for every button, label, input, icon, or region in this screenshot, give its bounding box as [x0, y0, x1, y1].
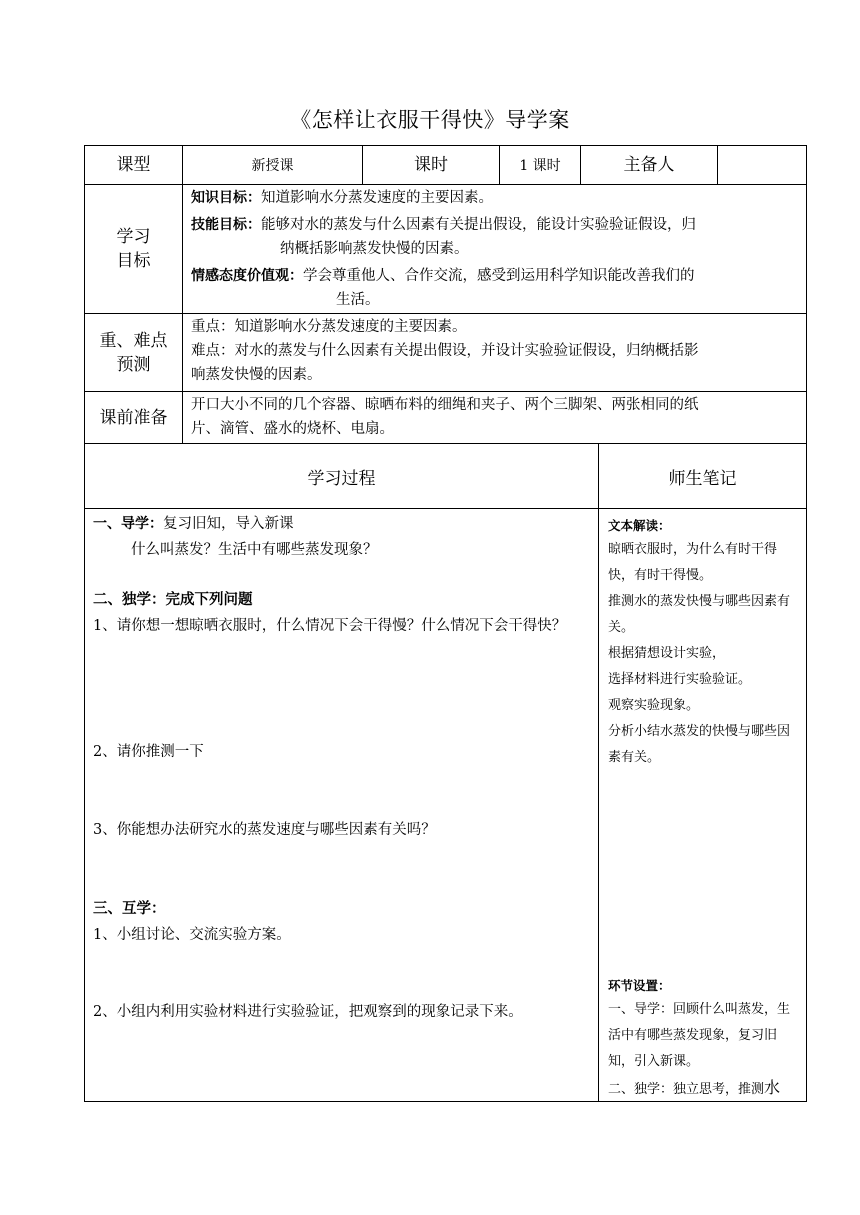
setting-2a: 二、独学：独立思考，推测: [608, 1082, 765, 1097]
key-points-label: [85, 314, 183, 392]
knowledge-label: 知识目标：: [191, 190, 261, 206]
preparation-label: 课前准备: [85, 392, 183, 444]
setting-2b: 水: [764, 1078, 781, 1097]
process-header: 学习过程: [85, 444, 599, 509]
notes-content: [599, 509, 807, 1102]
process-body-row: [85, 509, 807, 1102]
emotion-text-1: 学会尊重他人、合作交流，感受到运用科学知识能改善我们的: [303, 268, 695, 284]
preparation-row: [85, 392, 807, 444]
difficulty-text-2: 响蒸发快慢的因素。: [191, 367, 322, 383]
setting-label: 环节设置：: [608, 978, 671, 993]
process-header-row: [85, 444, 807, 509]
objectives-label-line2: 目标: [116, 251, 151, 271]
period-value: 1 课时: [500, 146, 581, 185]
preparer-value: [718, 146, 807, 185]
reading-3: 根据猜想设计实验，: [608, 646, 726, 661]
m1: 1、小组讨论、交流实验方案。: [93, 927, 291, 943]
process-table: [84, 443, 807, 1102]
m2: 2、小组内利用实验材料进行实验验证，把观察到的现象记录下来。: [93, 1004, 523, 1020]
setting-1: 一、导学：回顾什么叫蒸发，生活中有哪些蒸发现象，复习旧知，引入新课。: [608, 1002, 791, 1069]
reading-6: 分析小结水蒸发的快慢与哪些因素有关。: [608, 724, 791, 765]
skill-label: 技能目标：: [191, 217, 261, 233]
preparer-label: 主备人: [581, 146, 718, 185]
key-points-label-line1: 重、难点: [99, 330, 168, 351]
objectives-label: [85, 185, 183, 314]
q3: 3、你能想办法研究水的蒸发速度与哪些因素有关吗？: [93, 822, 436, 838]
reading-5: 观察实验现象。: [608, 698, 700, 713]
process-content: [85, 509, 599, 1102]
key-points-content: [183, 314, 807, 392]
text-reading-label: 文本解读：: [608, 518, 671, 533]
period-label: 课时: [363, 146, 500, 185]
objectives-label-line1: 学习: [116, 227, 151, 247]
emotion-label: 情感态度价值观：: [191, 268, 303, 284]
skill-text-2: 纳概括影响蒸发快慢的因素。: [280, 241, 469, 257]
preparation-text-2: 片、滴管、盛水的烧杯、电扇。: [191, 421, 394, 437]
reading-4: 选择材料进行实验验证。: [608, 672, 752, 687]
reading-2: 推测水的蒸发快慢与哪些因素有关。: [608, 594, 791, 635]
s3-title: 三、互学：: [93, 901, 166, 917]
q1: 1、请你想一想晾晒衣服时，什么情况下会干得慢？什么情况下会干得快？: [93, 618, 567, 634]
s1-title: 一、导学：: [93, 516, 163, 532]
preparation-content: [183, 392, 807, 444]
document-title: 《怎样让衣服干得快》导学案: [290, 108, 570, 132]
focus-text: 重点：知道影响水分蒸发速度的主要因素。: [191, 319, 467, 335]
type-value: 新授课: [183, 146, 363, 185]
emotion-text-2: 生活。: [336, 292, 380, 308]
key-points-row: [85, 314, 807, 392]
skill-text-1: 能够对水的蒸发与什么因素有关提出假设，能设计实验验证假设，归: [261, 217, 696, 233]
objectives-row: [85, 185, 807, 314]
s1-question: 什么叫蒸发？生活中有哪些蒸发现象？: [131, 542, 378, 558]
s1-title-rest: 复习旧知，导入新课: [163, 516, 294, 532]
difficulty-text-1: 难点：对水的蒸发与什么因素有关提出假设，并设计实验验证假设，归纳概括影: [191, 343, 699, 359]
type-label: 课型: [85, 146, 183, 185]
notes-header: 师生笔记: [599, 444, 807, 509]
info-table: [84, 145, 807, 444]
s2-title: 二、独学：完成下列问题: [93, 592, 253, 608]
reading-1: 晾晒衣服时，为什么有时干得快，有时干得慢。: [608, 542, 778, 583]
knowledge-text: 知道影响水分蒸发速度的主要因素。: [261, 190, 493, 206]
key-points-label-line2: 预测: [116, 354, 151, 375]
objectives-content: [183, 185, 807, 314]
header-row: [85, 146, 807, 185]
q2: 2、请你推测一下: [93, 744, 204, 760]
preparation-text-1: 开口大小不同的几个容器、晾晒布料的细绳和夹子、两个三脚架、两张相同的纸: [191, 397, 699, 413]
